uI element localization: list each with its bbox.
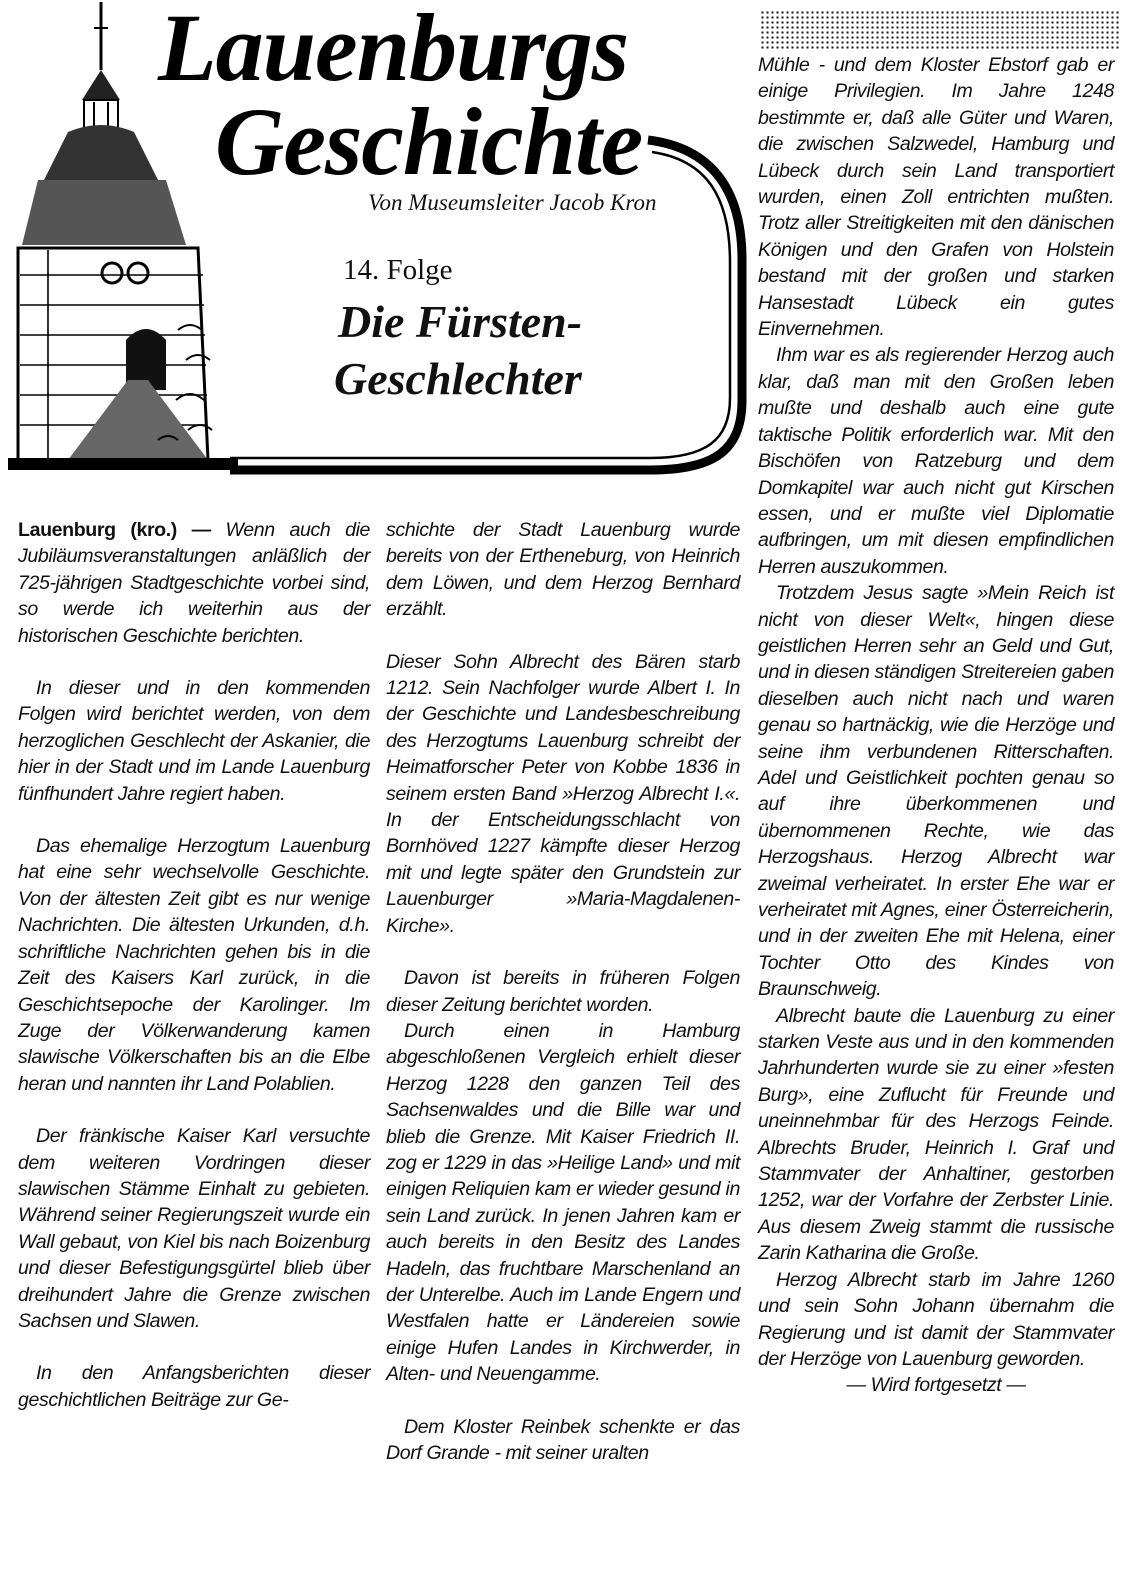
title-line-2: Geschichte: [215, 88, 643, 195]
paragraph: Trotzdem Jesus sagte »Mein Reich ist nicht von dieser Welt«, hingen diese geistlichen Herren sehr an Geld und Gut, und in diesen ständigen Streitereien gaben dieselben auch nicht nach und waren genau so hartnäckig, wie die Herzöge und seine ihm verbundenen Ritterschaften. Adel und Geistlichkeit pochten genau so auf ihre überkommenen und übernommenen Rechte, wie das Herzogshaus. Herzog Albrecht war zweimal verheiratet. In erster Ehe war er verheiratet mit Agnes, einer Österreicherin, und in der zweiten Ehe mit Helena, einer Tochter Otto des Kindes von Braunschweig.: [758, 582, 1114, 1001]
paragraph: In den Anfangsberichten dieser geschichtlichen Beiträge zur Ge-: [18, 1362, 370, 1411]
continued-note: — Wird fortgesetzt —: [846, 1374, 1026, 1397]
episode-label: 14. Folge: [343, 254, 453, 286]
paragraph: [18, 517, 370, 649]
paragraph: Albrecht baute die Lauenburg zu einer starken Veste aus und in den kommenden Jahrhunderten wurde sie zu einer »festen Burg», eine Zuflucht für Freunde und uneinnehmbar für des Herzogs Feinde. Albrechts Bruder, Heinrich I. Graf und Stammvater der Anhaltiner, gestorben 1252, war der Vorfahre der Zerbster Linie. Aus diesem Zweig stammt die russische Zarin Katharina die Große.: [758, 1004, 1114, 1265]
article-column-3: [758, 52, 1114, 1399]
paragraph: schichte der Stadt Lauenburg wurde bereits von der Ertheneburg, von Heinrich dem Löwen, und dem Herzog Bernhard erzählt.: [386, 519, 740, 621]
paragraph: Mühle - und dem Kloster Ebstorf gab er einige Privilegien. Im Jahre 1248 bestimmte er, daß alle Güter und Waren, die zwischen Salzwedel, Hamburg und Lübeck durch sein Land transportiert wurden, einen Zoll entrichten mußten. Trotz aller Streitigkeiten mit den dänischen Königen und den Grafen von Holstein bestand mit der großen und starken Hansestadt Lübeck ein gutes Einvernehmen.: [758, 54, 1114, 341]
subtitle-line-2: Geschlechter: [334, 353, 582, 404]
paragraph: Dieser Sohn Albrecht des Bären starb 1212. Sein Nachfolger wurde Albert I. In der Geschichte und Landesbeschreibung des Herzogtums Lauenburg schreibt der Heimatforscher Peter von Kobbe 1836 in seinem ersten Band »Herzog Albrecht I.«. In der Entscheidungsschlacht von Bornhöved 1227 kämpfte dieser Herzog mit und legte später den Grundstein zur Lauenburger »Maria-Magdalenen-Kirche».: [386, 650, 740, 937]
paragraph: In dieser und in den kommenden Folgen wird berichtet werden, von dem herzoglichen Geschlecht der Askanier, die hier in der Stadt und im Lande Lauenburg fünfhundert Jahre regiert haben.: [18, 677, 370, 805]
paragraph-text: Wenn auch die Jubiläumsveranstaltungen anläßlich der 725-jährigen Stadtgeschichte vorbei sind, so werde ich weiterhin aus der historischen Geschichte berichten.: [18, 519, 371, 647]
paragraph: Herzog Albrecht starb im Jahre 1260 und sein Sohn Johann übernahm die Regierung und ist damit der Stammvater der Herzöge von Lauenburg geworden.: [758, 1268, 1114, 1370]
article-column-1: [18, 517, 370, 1413]
dateline: Lauenburg (kro.) —: [18, 519, 211, 541]
paragraph: Davon ist bereits in früheren Folgen dieser Zeitung berichtet worden.: [386, 967, 740, 1016]
subtitle-line-1: Die Fürsten-: [338, 296, 583, 347]
paragraph: Dem Kloster Reinbek schenkte er das Dorf Grande - mit seiner uralten: [386, 1415, 740, 1464]
article-column-2: [386, 517, 740, 1466]
title-line-1: Lauenburgs: [158, 0, 629, 101]
paragraph: Durch einen in Hamburg abgeschloßenen Vergleich erhielt dieser Herzog 1228 den ganzen Teil des Sachsenwaldes und die Bille war und blieb die Grenze. Mit Kaiser Friedrich II. zog er 1229 in das »Heilige Land» und mit einigen Reliquien kam er wieder gesund in sein Land zurück. In jenen Jahren kam er auch bereits in den Besitz des Landes Hadeln, das fruchtbare Marschenland an der Unterelbe. Auch im Lande Engern und Westfalen hatte er Ländereien sowie einige Hufen Landes in Kirchwerder, in Alten- und Neuengamme.: [386, 1019, 740, 1386]
paragraph: Ihm war es als regierender Herzog auch klar, daß man mit den Großen leben mußte und deshalb auch eine gute taktische Politik erforderlich war. Mit den Bischöfen von Ratzeburg und dem Domkapitel war auch nicht gut Kirschen essen, und er mußte viel Diplomatie aufbringen, um mit diesen empfindlichen Herren auszukommen.: [758, 344, 1114, 578]
masthead: [0, 0, 750, 480]
byline: Von Museumsleiter Jacob Kron: [368, 190, 657, 215]
paragraph: Der fränkische Kaiser Karl versuchte dem weiteren Vordringen dieser slawischen Stämme Einhalt zu gebieten. Während seiner Regierungszeit wurde ein Wall gebaut, von Kiel bis nach Boizenburg und dieser Befestigungsgürtel blieb über dreihundert Jahre die Grenze zwischen Sachsen und Slawen.: [18, 1125, 370, 1332]
dot-pattern-decoration: [760, 10, 1120, 50]
paragraph: Das ehemalige Herzogtum Lauenburg hat eine sehr wechselvolle Geschichte. Von der ältesten Zeit gibt es nur wenige Nachrichten. Die ältesten Urkunden, d.h. schriftliche Nachrichten gehen bis in die Zeit des Kaisers Karl zurück, in die Geschichtsepoche der Karolinger. Im Zuge der Völkerwanderung kamen slawische Völkerschaften bis an die Elbe heran und nannten ihr Land Polablien.: [18, 835, 370, 1095]
